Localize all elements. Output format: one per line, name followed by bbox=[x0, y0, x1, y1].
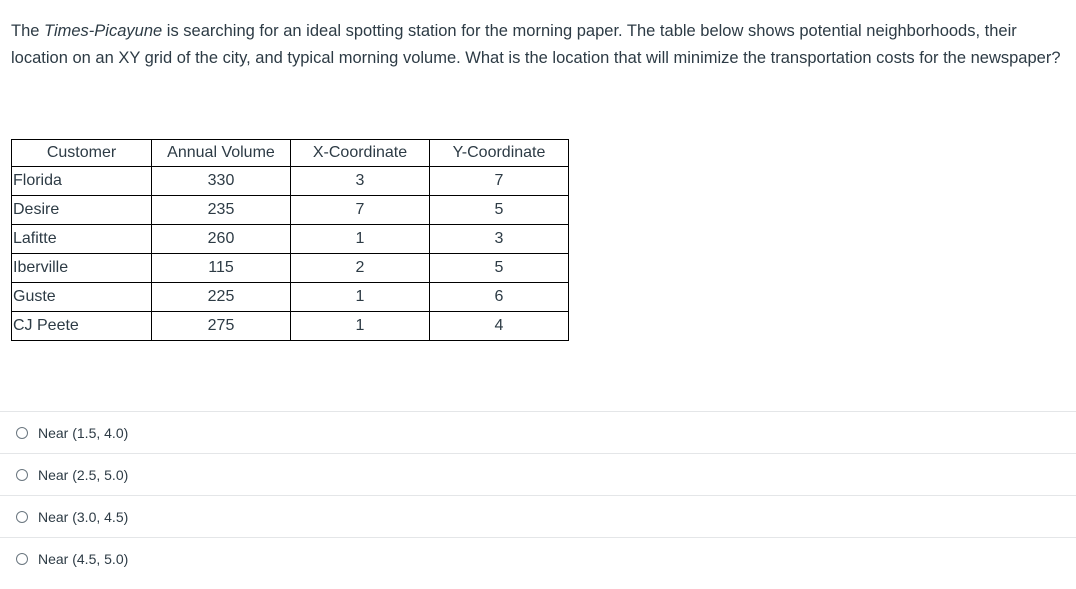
cell-customer: Iberville bbox=[12, 254, 152, 283]
cell-volume: 225 bbox=[152, 283, 291, 312]
table-row bbox=[12, 167, 569, 196]
cell-y: 3 bbox=[430, 225, 569, 254]
answer-option-3[interactable] bbox=[0, 495, 1076, 537]
question-italic: Times-Picayune bbox=[44, 22, 163, 40]
header-y-coordinate: Y-Coordinate bbox=[430, 140, 569, 167]
cell-x: 1 bbox=[291, 283, 430, 312]
answer-option-2[interactable] bbox=[0, 453, 1076, 495]
table-row bbox=[12, 196, 569, 225]
cell-y: 6 bbox=[430, 283, 569, 312]
cell-x: 1 bbox=[291, 225, 430, 254]
header-customer: Customer bbox=[12, 140, 152, 167]
cell-volume: 235 bbox=[152, 196, 291, 225]
question-text bbox=[11, 18, 1069, 72]
cell-volume: 275 bbox=[152, 312, 291, 341]
cell-x: 2 bbox=[291, 254, 430, 283]
cell-y: 5 bbox=[430, 254, 569, 283]
cell-y: 7 bbox=[430, 167, 569, 196]
data-table bbox=[11, 139, 569, 341]
answer-option-1[interactable] bbox=[0, 411, 1076, 453]
answer-label[interactable]: Near (2.5, 5.0) bbox=[38, 466, 129, 483]
question-rest: is searching for an ideal spotting station for the morning paper. The table below shows potential neighborhoods, their location on an XY grid of the city, and typical morning volume. What is the location that will minimize the transportation costs for the newspaper? bbox=[11, 22, 1061, 67]
cell-customer: CJ Peete bbox=[12, 312, 152, 341]
radio-icon[interactable] bbox=[16, 553, 28, 565]
answer-label[interactable]: Near (4.5, 5.0) bbox=[38, 550, 129, 567]
cell-volume: 330 bbox=[152, 167, 291, 196]
table-header-row bbox=[12, 140, 569, 167]
question-lead: The bbox=[11, 22, 45, 40]
cell-customer: Florida bbox=[12, 167, 152, 196]
header-x-coordinate: X-Coordinate bbox=[291, 140, 430, 167]
cell-customer: Desire bbox=[12, 196, 152, 225]
answer-option-4[interactable] bbox=[0, 537, 1076, 579]
table-row bbox=[12, 283, 569, 312]
table-row bbox=[12, 254, 569, 283]
table-row bbox=[12, 312, 569, 341]
cell-y: 4 bbox=[430, 312, 569, 341]
cell-x: 3 bbox=[291, 167, 430, 196]
header-annual-volume: Annual Volume bbox=[152, 140, 291, 167]
cell-customer: Lafitte bbox=[12, 225, 152, 254]
cell-customer: Guste bbox=[12, 283, 152, 312]
radio-icon[interactable] bbox=[16, 469, 28, 481]
radio-icon[interactable] bbox=[16, 427, 28, 439]
cell-x: 7 bbox=[291, 196, 430, 225]
radio-icon[interactable] bbox=[16, 511, 28, 523]
answer-list bbox=[0, 411, 1076, 579]
answer-label[interactable]: Near (3.0, 4.5) bbox=[38, 508, 129, 525]
cell-volume: 260 bbox=[152, 225, 291, 254]
cell-y: 5 bbox=[430, 196, 569, 225]
cell-x: 1 bbox=[291, 312, 430, 341]
table-row bbox=[12, 225, 569, 254]
cell-volume: 115 bbox=[152, 254, 291, 283]
answer-label[interactable]: Near (1.5, 4.0) bbox=[38, 424, 129, 441]
